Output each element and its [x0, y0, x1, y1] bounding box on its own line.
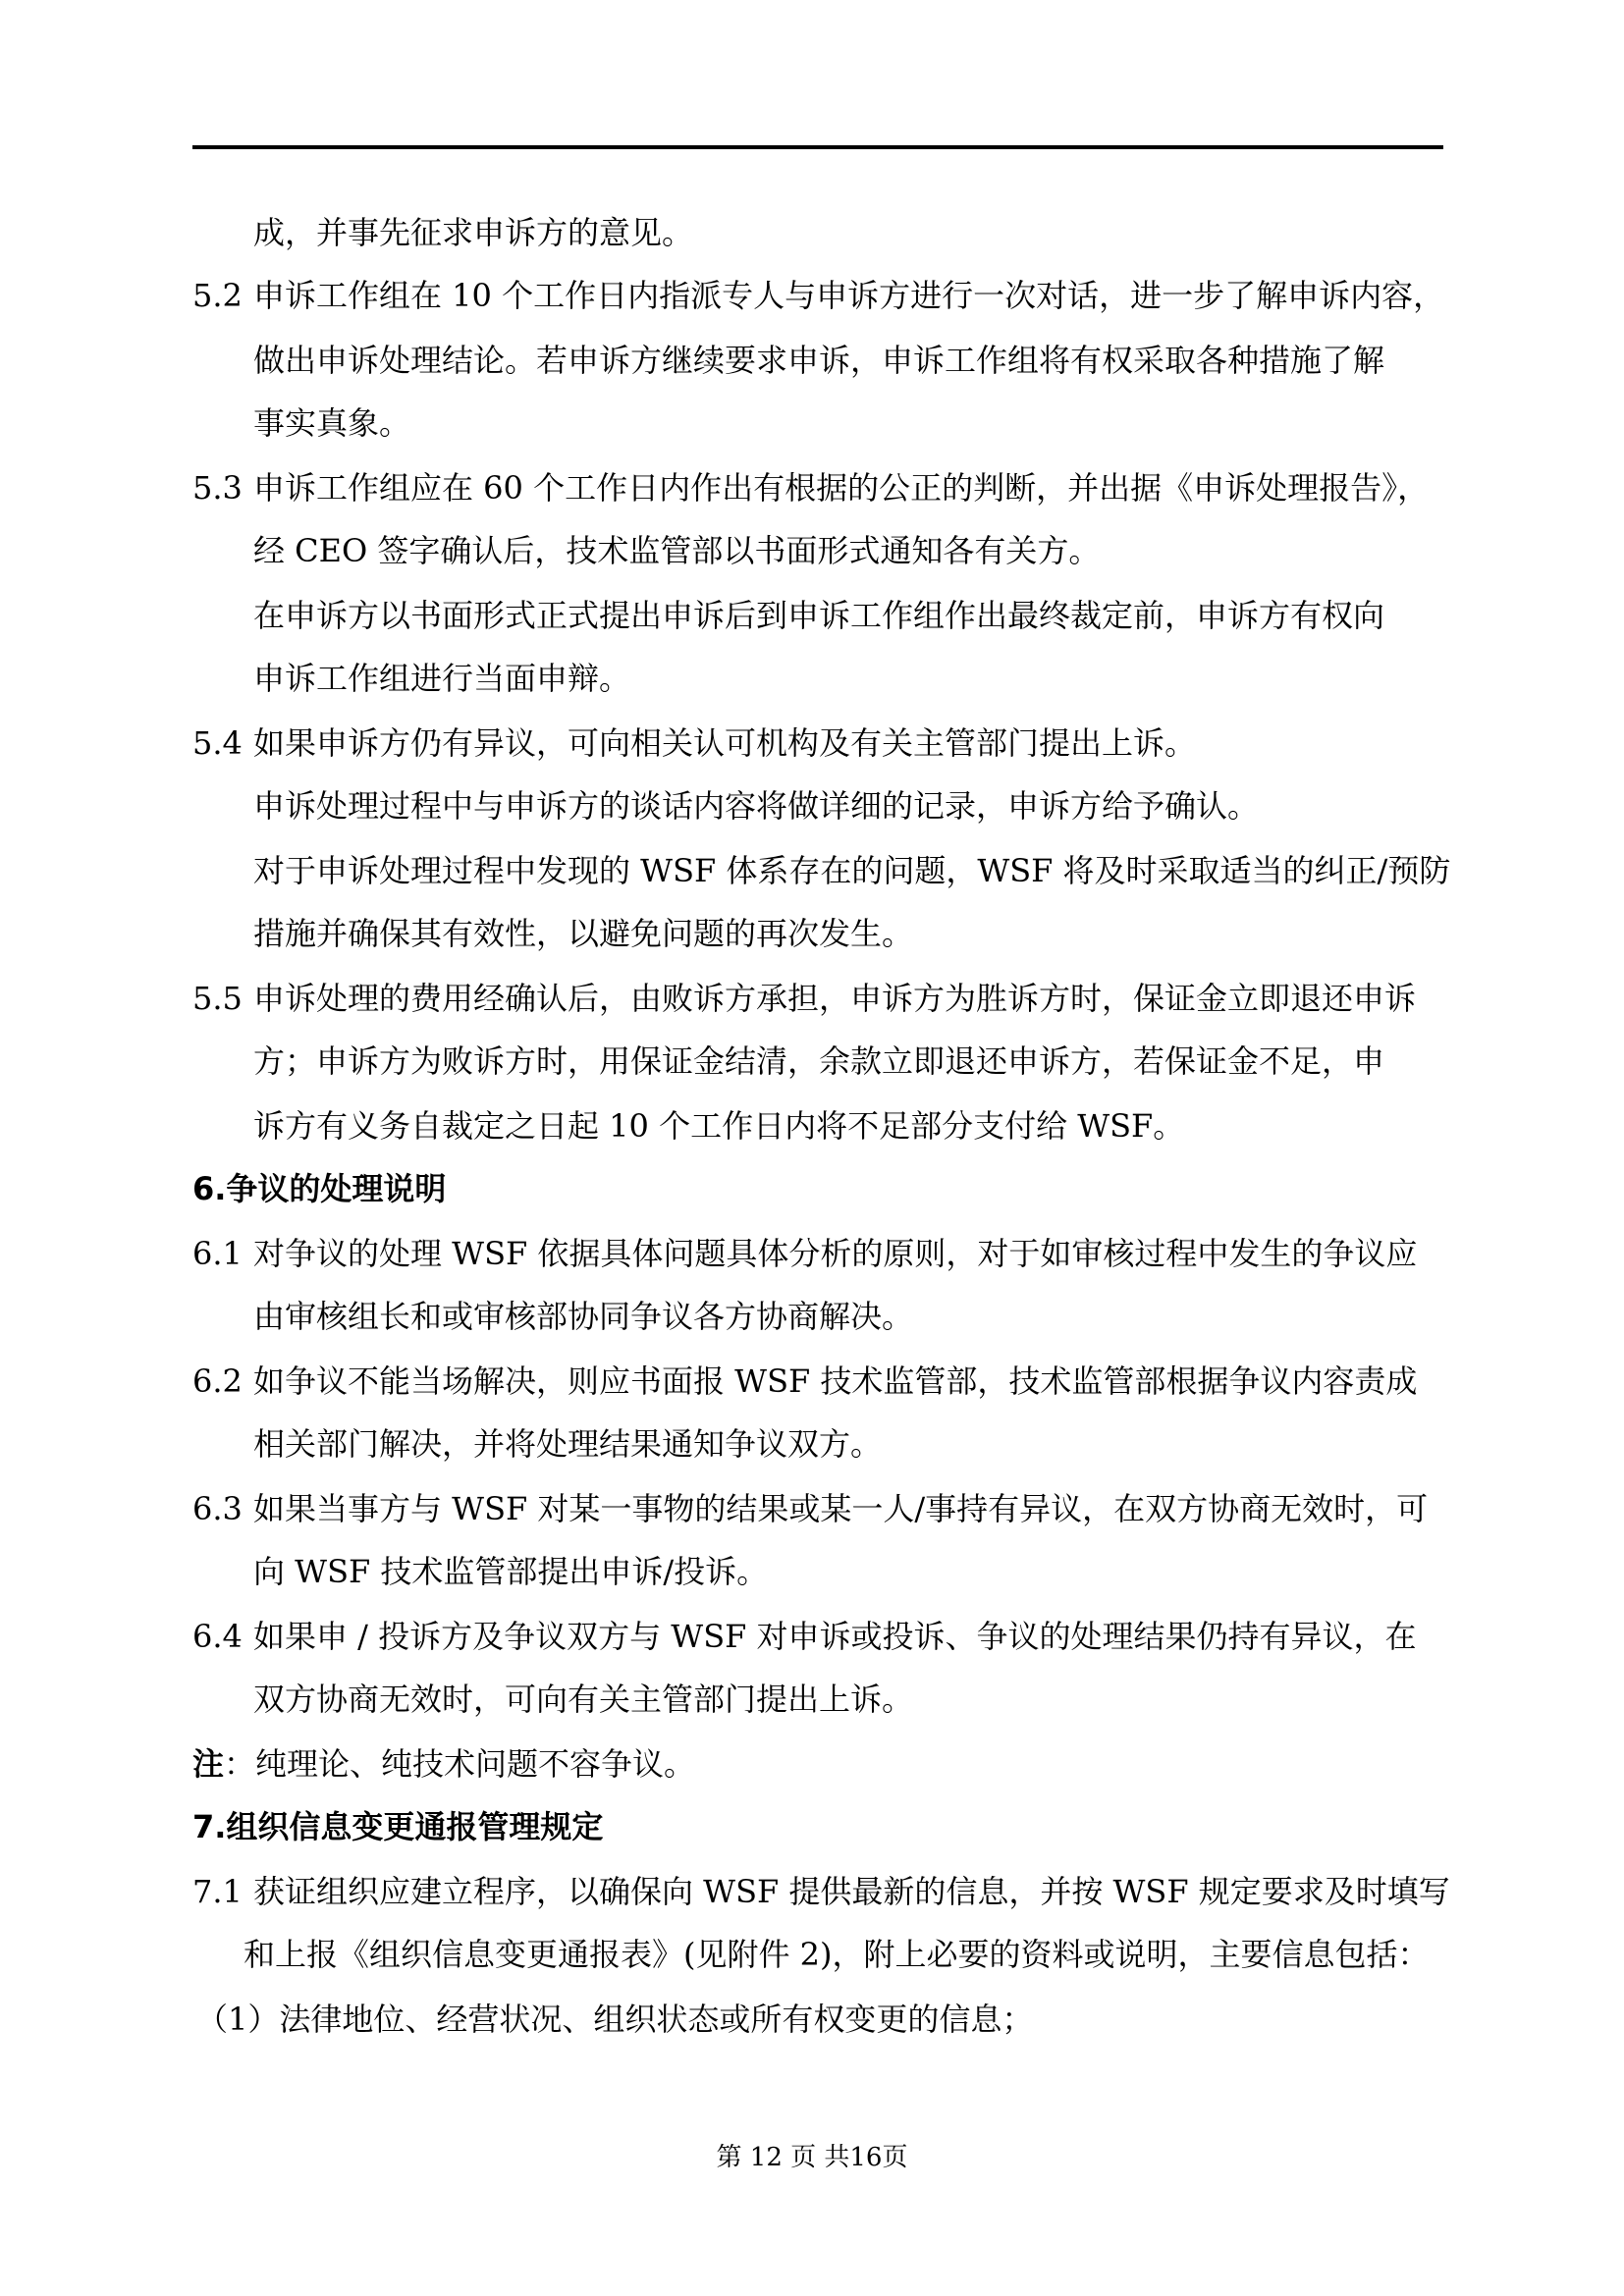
line-text: 相关部门解决，并将处理结果通知争议双方。	[253, 1425, 883, 1463]
line-text: 申诉工作组进行当面申辩。	[253, 660, 631, 697]
line-text: 措施并确保其有效性，以避免问题的再次发生。	[253, 915, 914, 952]
line-text: 如争议不能当场解决，则应书面报 WSF 技术监管部，技术监管部根据争议内容责成	[253, 1362, 1418, 1400]
line-text: 由审核组长和或审核部协同争议各方协商解决。	[253, 1298, 914, 1335]
line-text: （1）法律地位、经营状况、组织状态或所有权变更的信息；	[196, 2001, 1034, 2038]
heading-text: 7.组织信息变更通报管理规定	[192, 1808, 604, 1845]
clause-number: 6.4	[192, 1618, 243, 1655]
line-text: 申诉处理的费用经确认后，由败诉方承担，申诉方为胜诉方时，保证金立即退还申诉	[253, 980, 1417, 1017]
clause-number: 5.5	[192, 980, 243, 1017]
clause-number: 6.3	[192, 1490, 243, 1527]
clause-number: 5.4	[192, 724, 243, 762]
line-text: 向 WSF 技术监管部提出申诉/投诉。	[253, 1553, 769, 1590]
clause-number: 5.2	[192, 277, 243, 314]
line-text: 申诉工作组在 10 个工作日内指派专人与申诉方进行一次对话，进一步了解申诉内容，	[253, 277, 1445, 314]
line-text: 诉方有义务自裁定之日起 10 个工作日内将不足部分支付给 WSF。	[253, 1107, 1185, 1145]
page-number: 第 12 页 共16页	[716, 2143, 908, 2172]
clause-number: 6.1	[192, 1235, 243, 1272]
line-text: 成，并事先征求申诉方的意见。	[253, 214, 694, 251]
clause-number: 6.2	[192, 1362, 243, 1400]
clause-number: 7.1	[192, 1873, 243, 1910]
line-text: 方；申诉方为败诉方时，用保证金结清，余款立即退还申诉方，若保证金不足，申	[253, 1042, 1385, 1080]
line-text: 获证组织应建立程序，以确保向 WSF 提供最新的信息，并按 WSF 规定要求及时填写	[253, 1873, 1450, 1910]
line-text: 经 CEO 签字确认后，技术监管部以书面形式通知各有关方。	[253, 532, 1101, 569]
line-text: 如果申诉方仍有异议，可向相关认可机构及有关主管部门提出上诉。	[253, 724, 1197, 762]
line-text: 做出申诉处理结论。若申诉方继续要求申诉，申诉工作组将有权采取各种措施了解	[253, 342, 1385, 379]
line-text: 和上报《组织信息变更通报表》(见附件 2)，附上必要的资料或说明，主要信息包括：	[244, 1936, 1430, 1973]
clause-number: 5.3	[192, 469, 243, 507]
note	[192, 1732, 695, 1796]
line-text: 申诉处理过程中与申诉方的谈话内容将做详细的记录，申诉方给予确认。	[253, 787, 1260, 825]
line-text: 申诉工作组应在 60 个工作日内作出有根据的公正的判断，并出据《申诉处理报告》，	[253, 469, 1430, 507]
note-text: ：纯理论、纯技术问题不容争议。	[224, 1745, 696, 1783]
line-text: 双方协商无效时，可向有关主管部门提出上诉。	[253, 1681, 914, 1718]
header-rule	[192, 145, 1443, 149]
note-label: 注	[192, 1745, 225, 1783]
line-text: 如果当事方与 WSF 对某一事物的结果或某一人/事持有异议，在双方协商无效时，可	[253, 1490, 1429, 1527]
line-text: 事实真象。	[253, 404, 411, 442]
line-text: 如果申 / 投诉方及争议双方与 WSF 对申诉或投诉、争议的处理结果仍持有异议，在	[253, 1618, 1417, 1655]
line-text: 对争议的处理 WSF 依据具体问题具体分析的原则，对于如审核过程中发生的争议应	[253, 1235, 1418, 1272]
heading-text: 6.争议的处理说明	[192, 1170, 447, 1207]
line-text: 对于申诉处理过程中发现的 WSF 体系存在的问题，WSF 将及时采取适当的纠正/预防	[253, 852, 1451, 889]
line-text: 在申诉方以书面形式正式提出申诉后到申诉工作组作出最终裁定前，申诉方有权向	[253, 597, 1385, 634]
